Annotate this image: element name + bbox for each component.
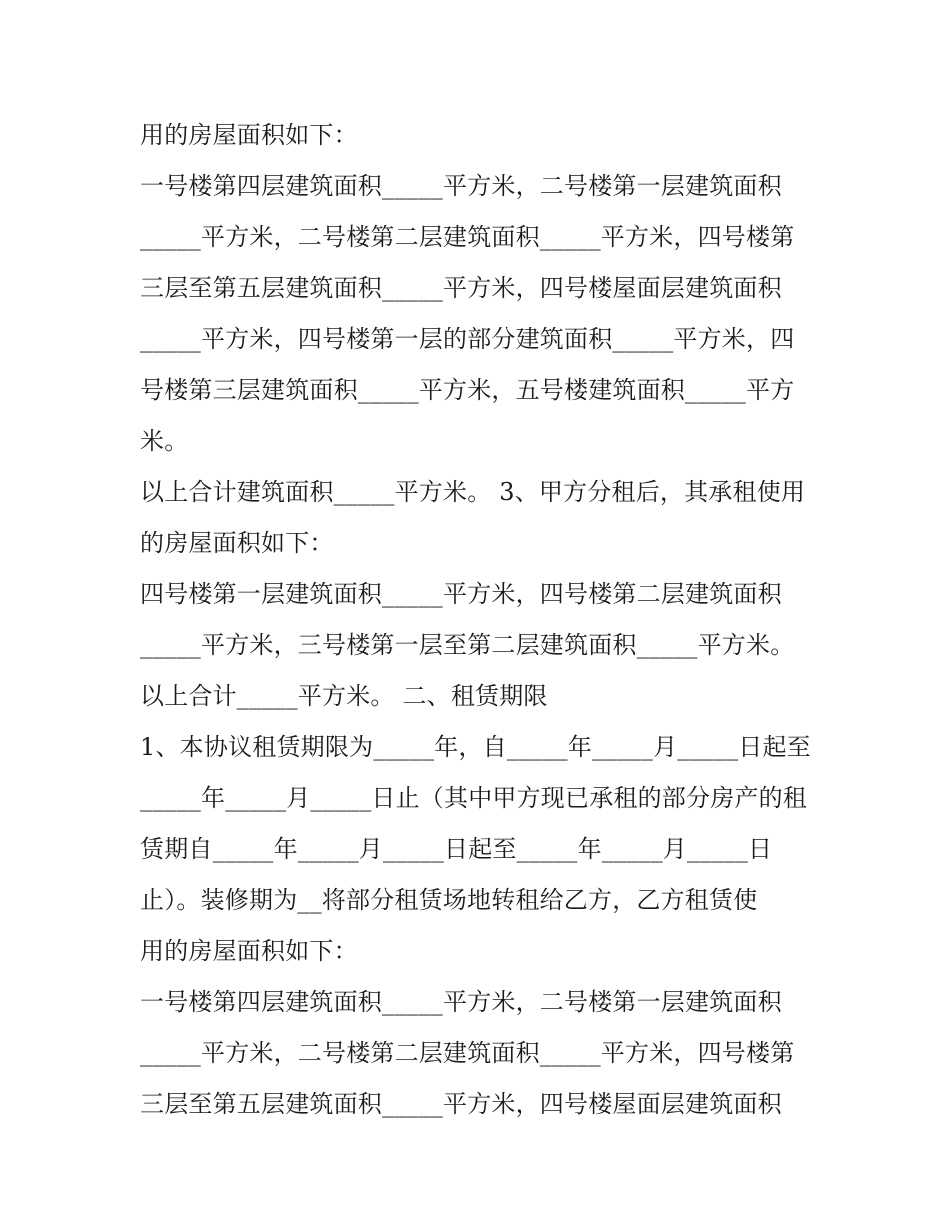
text-line: _____年_____月_____日止（其中甲方现已承租的部分房产的租 (140, 784, 807, 812)
text-line: _____平方米，二号楼第二层建筑面积_____平方米，四号楼第 (140, 223, 795, 251)
text-line: 号楼第三层建筑面积_____平方米，五号楼建筑面积_____平方 (140, 376, 795, 404)
text-line: _____平方米，三号楼第一层至第二层建筑面积_____平方米。 (140, 631, 795, 659)
text-line: _____平方米，二号楼第二层建筑面积_____平方米，四号楼第 (140, 1039, 795, 1067)
text-line: 用的房屋面积如下： (140, 937, 358, 965)
document-body (140, 110, 820, 1130)
text-line: 一号楼第四层建筑面积_____平方米，二号楼第一层建筑面积 (140, 172, 782, 200)
text-line: 三层至第五层建筑面积_____平方米，四号楼屋面层建筑面积 (140, 1090, 782, 1118)
text-line: 1、本协议租赁期限为_____年，自_____年_____月_____日起至 (140, 733, 811, 761)
text-line: 的房屋面积如下： (140, 529, 334, 557)
text-line: 止）。装修期为__将部分租赁场地转租给乙方，乙方租赁使 (140, 886, 758, 914)
text-line: 一号楼第四层建筑面积_____平方米，二号楼第一层建筑面积 (140, 988, 782, 1016)
text-line: 三层至第五层建筑面积_____平方米，四号楼屋面层建筑面积 (140, 274, 782, 302)
text-line: _____平方米，四号楼第一层的部分建筑面积_____平方米，四 (140, 325, 795, 353)
text-line: 以上合计_____平方米。 二、租赁期限 (140, 682, 548, 710)
text-line: 四号楼第一层建筑面积_____平方米，四号楼第二层建筑面积 (140, 580, 782, 608)
text-line: 用的房屋面积如下： (140, 121, 358, 149)
text-line: 赁期自_____年_____月_____日起至_____年_____月_____日 (140, 835, 773, 863)
text-line: 以上合计建筑面积_____平方米。 3、甲方分租后，其承租使用 (140, 478, 806, 506)
text-line: 米。 (140, 427, 189, 455)
